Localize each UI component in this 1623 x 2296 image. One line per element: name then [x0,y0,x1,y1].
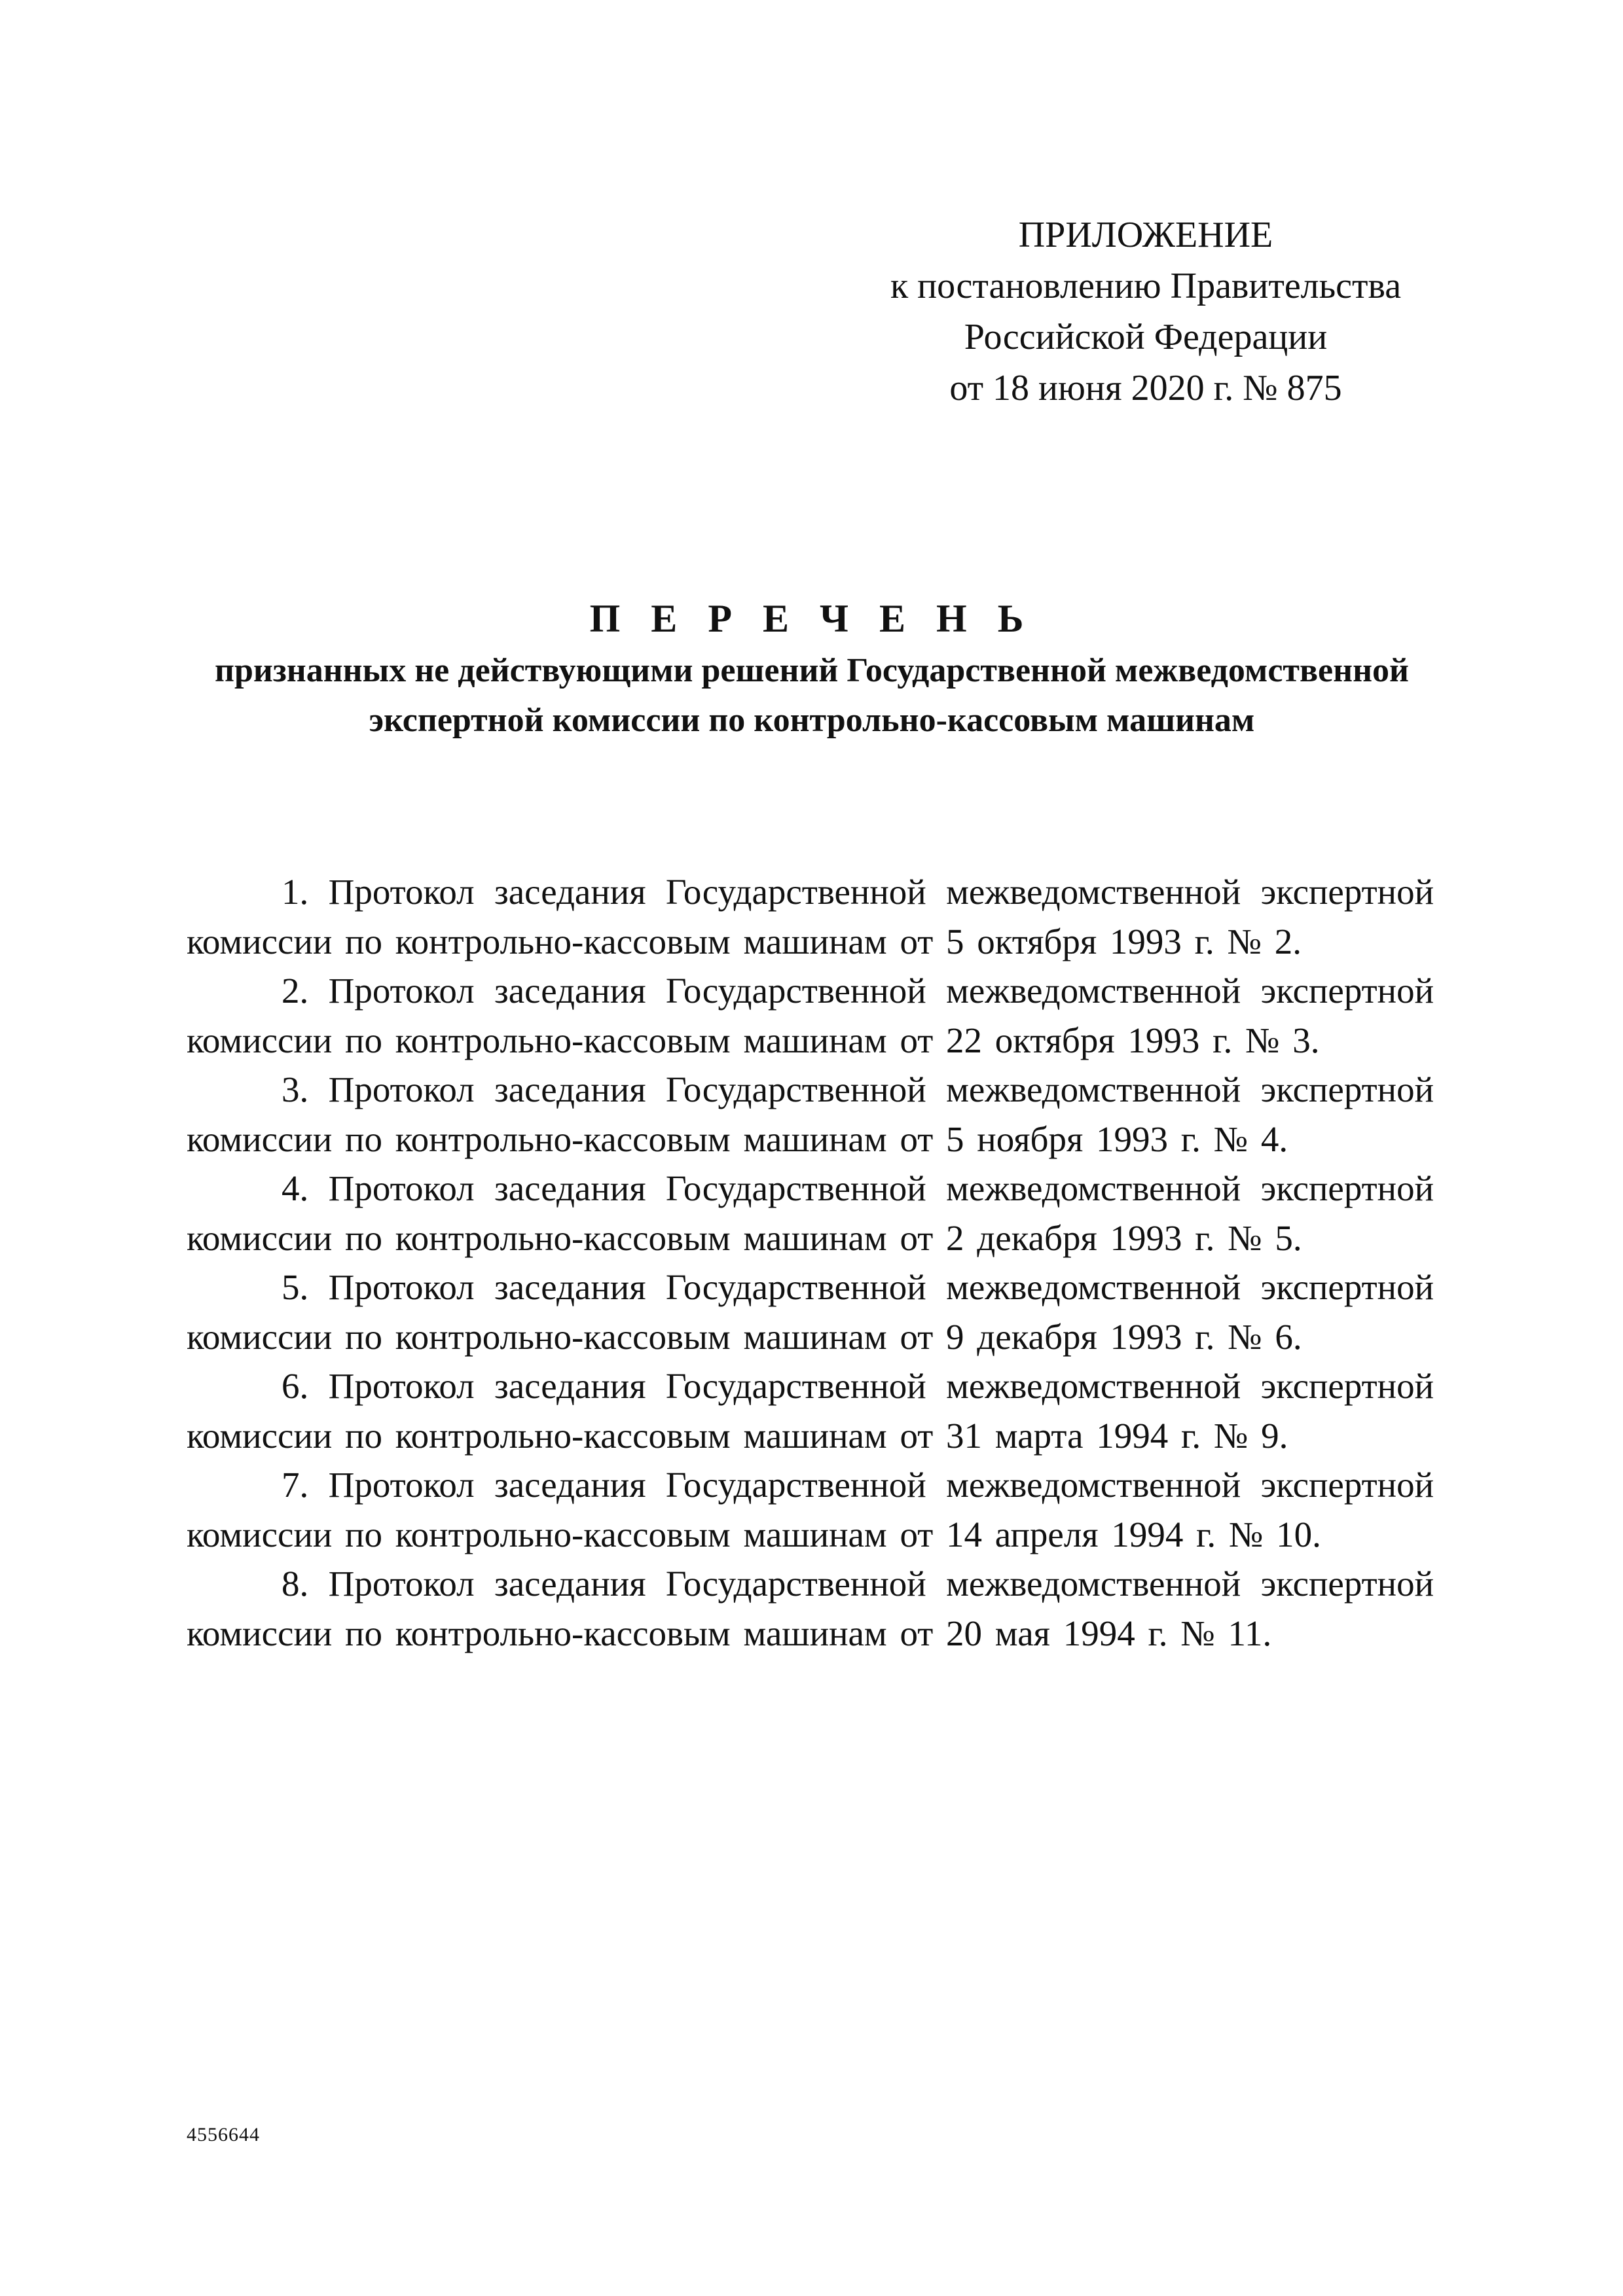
item-number: 3. [282,1069,309,1109]
item-text: Протокол заседания Государственной межведомственной экспертной комиссии по контрольно-кассовым машинам от 20 мая 1994 г. № 11. [187,1564,1434,1653]
appendix-line: от 18 июня 2020 г. № 875 [949,368,1342,408]
document-code: 4556644 [187,2124,260,2145]
title-subtitle: признанных не действующими решений Государственной межведомственной экспертной комиссии по контрольно-кассовым машинам [215,652,1409,739]
list-item [187,1164,1434,1263]
list-item [187,867,1434,966]
item-number: 8. [282,1564,309,1604]
item-number: 1. [282,872,309,912]
item-number: 7. [282,1465,309,1505]
item-list [187,867,1434,1658]
item-text: Протокол заседания Государственной межведомственной экспертной комиссии по контрольно-кассовым машинам от 14 апреля 1994 г. № 10. [187,1465,1434,1554]
list-item [187,1559,1434,1658]
appendix-line: Российской Федерации [964,317,1328,357]
item-text: Протокол заседания Государственной межведомственной экспертной комиссии по контрольно-кассовым машинам от 5 ноября 1993 г. № 4. [187,1069,1434,1159]
appendix-heading: ПРИЛОЖЕНИЕ [1018,215,1273,255]
appendix-line: к постановлению Правительства [890,266,1402,306]
item-number: 5. [282,1267,309,1307]
item-text: Протокол заседания Государственной межведомственной экспертной комиссии по контрольно-кассовым машинам от 9 декабря 1993 г. № 6. [187,1267,1434,1357]
item-text: Протокол заседания Государственной межведомственной экспертной комиссии по контрольно-кассовым машинам от 22 октября 1993 г. № 3. [187,971,1434,1060]
list-item [187,1263,1434,1361]
list-item [187,1460,1434,1559]
item-number: 2. [282,971,309,1011]
item-number: 6. [282,1366,309,1406]
item-text: Протокол заседания Государственной межведомственной экспертной комиссии по контрольно-кассовым машинам от 31 марта 1994 г. № 9. [187,1366,1434,1456]
list-item [187,1361,1434,1460]
document-title [183,592,1440,745]
appendix-block [818,209,1473,414]
list-item [187,1065,1434,1164]
list-item [187,966,1434,1065]
item-number: 4. [282,1168,309,1208]
item-text: Протокол заседания Государственной межведомственной экспертной комиссии по контрольно-кассовым машинам от 2 декабря 1993 г. № 5. [187,1168,1434,1258]
title-heading: П Е Р Е Ч Е Н Ь [589,597,1034,640]
item-text: Протокол заседания Государственной межведомственной экспертной комиссии по контрольно-кассовым машинам от 5 октября 1993 г. № 2. [187,872,1434,961]
